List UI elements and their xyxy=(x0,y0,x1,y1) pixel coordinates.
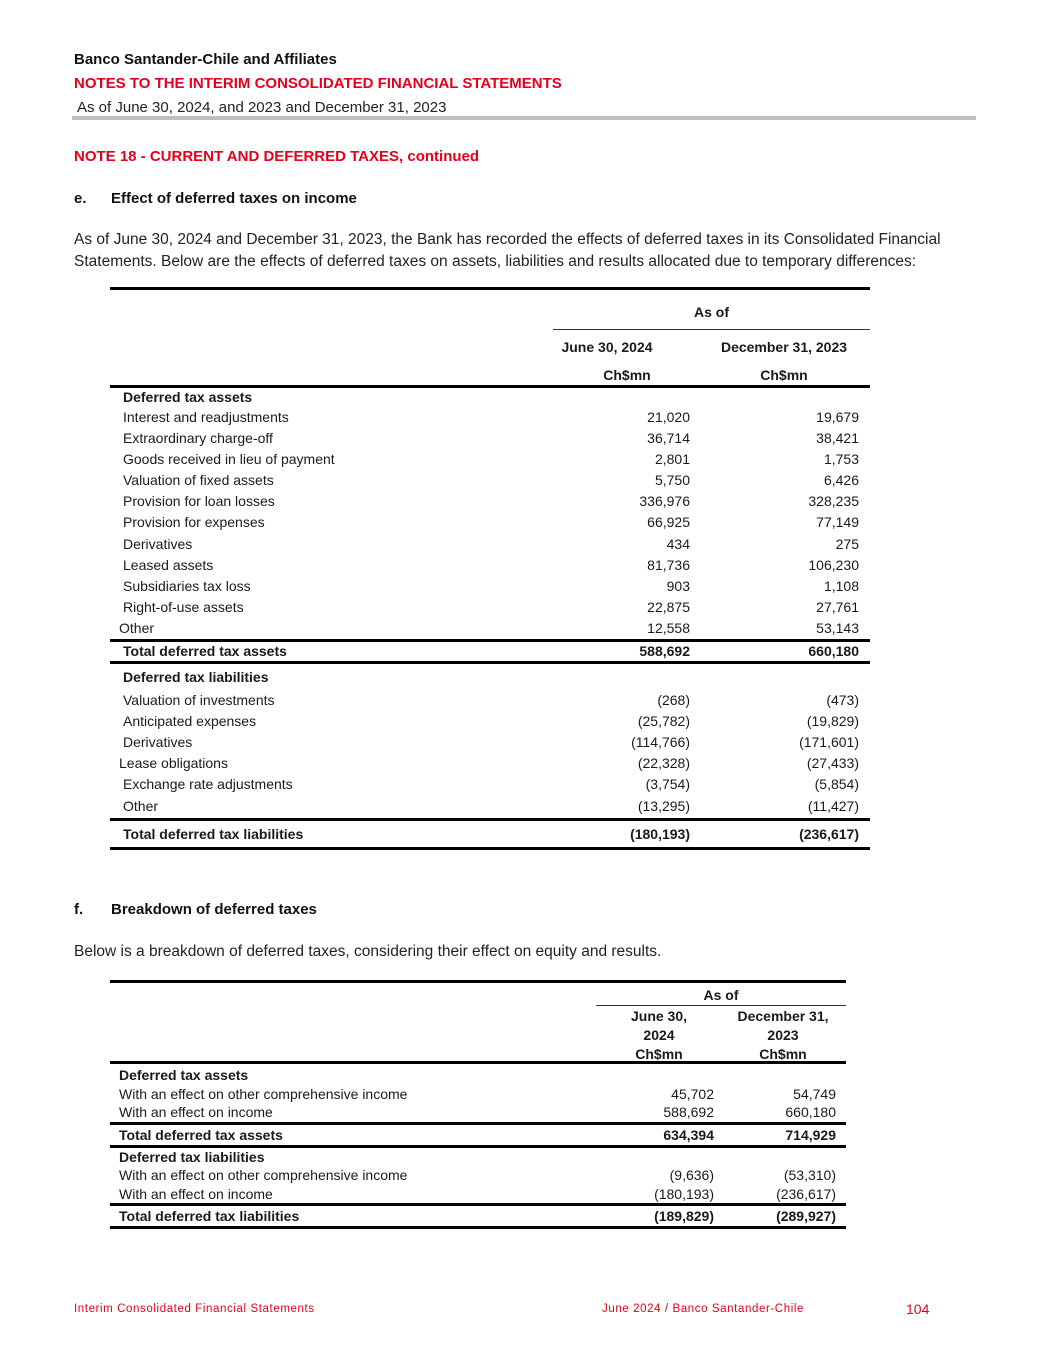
column-header-line: 2024 xyxy=(643,1027,675,1043)
row-label: Subsidiaries tax loss xyxy=(123,577,251,594)
column-unit: Ch$mn xyxy=(759,1046,807,1062)
table-row xyxy=(110,711,870,732)
column-header-jun2024: June 30, 2024 xyxy=(561,339,653,355)
value-dec2023: 275 xyxy=(835,535,859,552)
value-dec2023: 38,421 xyxy=(816,430,859,447)
table-row xyxy=(110,753,870,774)
period-subtitle: As of June 30, 2024, and 2023 and December 31, 2023 xyxy=(77,99,447,116)
value-jun2024: (180,193) xyxy=(630,825,690,842)
value-jun2024: 21,020 xyxy=(647,409,690,425)
deferred-taxes-income-table xyxy=(110,287,870,850)
section-e-paragraph xyxy=(74,229,994,273)
row-label: Right-of-use assets xyxy=(123,598,244,615)
page-number: 104 xyxy=(906,1301,930,1317)
value-dec2023: (289,927) xyxy=(776,1208,836,1224)
value-jun2024: 22,875 xyxy=(647,598,690,615)
table-row xyxy=(110,732,870,753)
assets-total-row xyxy=(110,1125,846,1145)
value-dec2023: 106,230 xyxy=(808,556,859,573)
table-bottom-rule xyxy=(110,1226,846,1229)
table-row xyxy=(110,555,870,576)
value-dec2023: (11,427) xyxy=(807,797,859,814)
note-title: NOTE 18 - CURRENT AND DEFERRED TAXES, continued xyxy=(74,148,480,165)
value-jun2024: 2,801 xyxy=(654,451,690,468)
liabilities-heading-row xyxy=(110,1148,846,1167)
row-label: Valuation of investments xyxy=(123,692,275,709)
table-row xyxy=(110,796,870,817)
value-jun2024: 434 xyxy=(666,535,690,552)
table-bottom-rule xyxy=(110,847,870,850)
as-of-rule xyxy=(553,329,870,330)
assets-total-row xyxy=(110,642,870,661)
value-jun2024: 903 xyxy=(666,577,690,594)
table-row xyxy=(110,690,870,711)
value-dec2023: 714,929 xyxy=(785,1126,836,1143)
column-header-dec2023 xyxy=(728,1007,838,1064)
value-dec2023: 6,426 xyxy=(823,472,859,489)
row-label: With an effect on income xyxy=(119,1104,273,1120)
value-jun2024: (3,754) xyxy=(645,776,690,793)
value-dec2023: (236,617) xyxy=(799,825,859,842)
value-jun2024: 588,692 xyxy=(663,1104,714,1120)
section-f-title: Breakdown of deferred taxes xyxy=(111,901,317,918)
column-header-line: December 31, xyxy=(737,1008,829,1024)
as-of-label: As of xyxy=(694,304,729,320)
column-header-line: June 30, xyxy=(630,1008,688,1024)
row-label: Interest and readjustments xyxy=(123,409,289,425)
table-header xyxy=(110,983,846,1061)
row-label: Total deferred tax assets xyxy=(123,643,287,660)
section-f-heading xyxy=(74,901,674,921)
value-jun2024: 66,925 xyxy=(647,514,690,531)
section-e-heading xyxy=(74,190,674,210)
value-dec2023: 27,761 xyxy=(816,598,859,615)
company-name: Banco Santander-Chile and Affiliates xyxy=(74,51,337,68)
value-jun2024: 81,736 xyxy=(647,556,690,573)
table-row xyxy=(110,1103,846,1122)
value-dec2023: 328,235 xyxy=(808,493,859,510)
row-label: With an effect on other comprehensive income xyxy=(119,1085,408,1102)
row-label: Derivatives xyxy=(123,734,193,751)
value-dec2023: (171,601) xyxy=(799,734,859,751)
table-row xyxy=(110,1166,846,1185)
row-label: Leased assets xyxy=(123,556,214,573)
value-jun2024: (22,328) xyxy=(637,755,690,772)
value-dec2023: (473) xyxy=(826,692,859,709)
row-label: With an effect on other comprehensive income xyxy=(119,1167,408,1183)
value-dec2023: 54,749 xyxy=(793,1085,836,1102)
row-label: Valuation of fixed assets xyxy=(123,472,274,489)
row-label: Extraordinary charge-off xyxy=(123,430,273,447)
table-header xyxy=(110,290,870,385)
row-label: Provision for expenses xyxy=(123,514,265,531)
row-label: Lease obligations xyxy=(119,755,228,772)
value-dec2023: 77,149 xyxy=(816,514,859,531)
value-jun2024: 12,558 xyxy=(647,619,690,636)
table-row xyxy=(110,407,870,428)
value-dec2023: (236,617) xyxy=(776,1185,836,1202)
row-label: Total deferred tax liabilities xyxy=(123,825,304,842)
column-header-jun2024 xyxy=(604,1007,714,1064)
value-jun2024: (268) xyxy=(657,692,690,709)
value-jun2024: 336,976 xyxy=(639,493,690,510)
row-label: Deferred tax liabilities xyxy=(119,1148,265,1165)
value-dec2023: 660,180 xyxy=(808,643,859,660)
value-jun2024: (9,636) xyxy=(669,1167,714,1183)
value-dec2023: (5,854) xyxy=(814,776,859,793)
value-jun2024: 5,750 xyxy=(654,472,690,489)
table-row xyxy=(110,470,870,491)
assets-heading-row xyxy=(110,1066,846,1085)
value-jun2024: (189,829) xyxy=(654,1208,714,1224)
footer-period: June 2024 / Banco Santander-Chile xyxy=(602,1303,805,1315)
unit-jun2024: Ch$mn xyxy=(603,367,651,383)
value-jun2024: 36,714 xyxy=(647,430,690,447)
row-label: Goods received in lieu of payment xyxy=(123,451,335,468)
row-label: Deferred tax assets xyxy=(123,389,253,405)
row-label: With an effect on income xyxy=(119,1185,273,1202)
paragraph-line: Statements. Below are the effects of deferred taxes on assets, liabilities and results allocated due to temporary differences: xyxy=(74,253,917,270)
value-dec2023: (19,829) xyxy=(806,713,859,730)
value-dec2023: 1,108 xyxy=(823,577,859,594)
unit-dec2023: Ch$mn xyxy=(760,367,808,383)
row-label: Provision for loan losses xyxy=(123,493,275,510)
value-dec2023: 53,143 xyxy=(816,619,859,636)
row-label: Deferred tax assets xyxy=(119,1067,249,1083)
as-of-label: As of xyxy=(703,987,739,1003)
table-row xyxy=(110,1085,846,1104)
row-label: Total deferred tax liabilities xyxy=(119,1208,300,1224)
value-jun2024: (13,295) xyxy=(637,797,690,814)
section-e-title: Effect of deferred taxes on income xyxy=(111,190,357,207)
table-row xyxy=(110,774,870,795)
row-label: Deferred tax liabilities xyxy=(123,669,269,686)
table-row xyxy=(110,491,870,512)
row-label: Exchange rate adjustments xyxy=(123,776,293,793)
paragraph-line: As of June 30, 2024 and December 31, 2023, the Bank has recorded the effects of deferred taxes in its Consolidated Financial xyxy=(74,231,941,248)
value-dec2023: 19,679 xyxy=(816,409,859,425)
column-unit: Ch$mn xyxy=(635,1046,683,1062)
section-e-letter: e. xyxy=(74,190,87,207)
table-row xyxy=(110,618,870,639)
value-jun2024: (180,193) xyxy=(654,1185,714,1202)
value-dec2023: 660,180 xyxy=(785,1104,836,1120)
column-header-dec2023: December 31, 2023 xyxy=(720,339,848,355)
notes-title: NOTES TO THE INTERIM CONSOLIDATED FINANCIAL STATEMENTS xyxy=(74,75,562,92)
table-row xyxy=(110,428,870,449)
table-row xyxy=(110,1185,846,1204)
value-jun2024: (25,782) xyxy=(637,713,690,730)
liabilities-total-row xyxy=(110,821,870,847)
table-row xyxy=(110,534,870,555)
section-f-paragraph: Below is a breakdown of deferred taxes, considering their effect on equity and results. xyxy=(74,943,662,960)
liabilities-heading-row xyxy=(110,664,870,690)
value-jun2024: 45,702 xyxy=(671,1085,714,1102)
value-jun2024: 634,394 xyxy=(663,1126,714,1143)
header-divider xyxy=(72,116,976,120)
value-dec2023: (53,310) xyxy=(783,1167,836,1183)
table-row xyxy=(110,576,870,597)
value-dec2023: 1,753 xyxy=(823,451,859,468)
value-jun2024: (114,766) xyxy=(631,734,690,751)
row-label: Other xyxy=(119,619,155,636)
footer-document-title: Interim Consolidated Financial Statements xyxy=(74,1303,315,1315)
table-row xyxy=(110,512,870,533)
row-label: Total deferred tax assets xyxy=(119,1126,283,1143)
value-jun2024: 588,692 xyxy=(639,643,690,660)
as-of-rule xyxy=(596,1005,846,1006)
row-label: Anticipated expenses xyxy=(123,713,257,730)
row-label: Derivatives xyxy=(123,535,193,552)
column-header-line: 2023 xyxy=(767,1027,799,1043)
section-f-letter: f. xyxy=(74,901,84,918)
assets-heading-row xyxy=(110,388,870,407)
liabilities-total-row xyxy=(110,1206,846,1226)
row-label: Other xyxy=(123,797,159,814)
table-row xyxy=(110,597,870,618)
value-dec2023: (27,433) xyxy=(806,755,859,772)
deferred-taxes-breakdown-table xyxy=(110,980,846,1229)
table-row xyxy=(110,449,870,470)
